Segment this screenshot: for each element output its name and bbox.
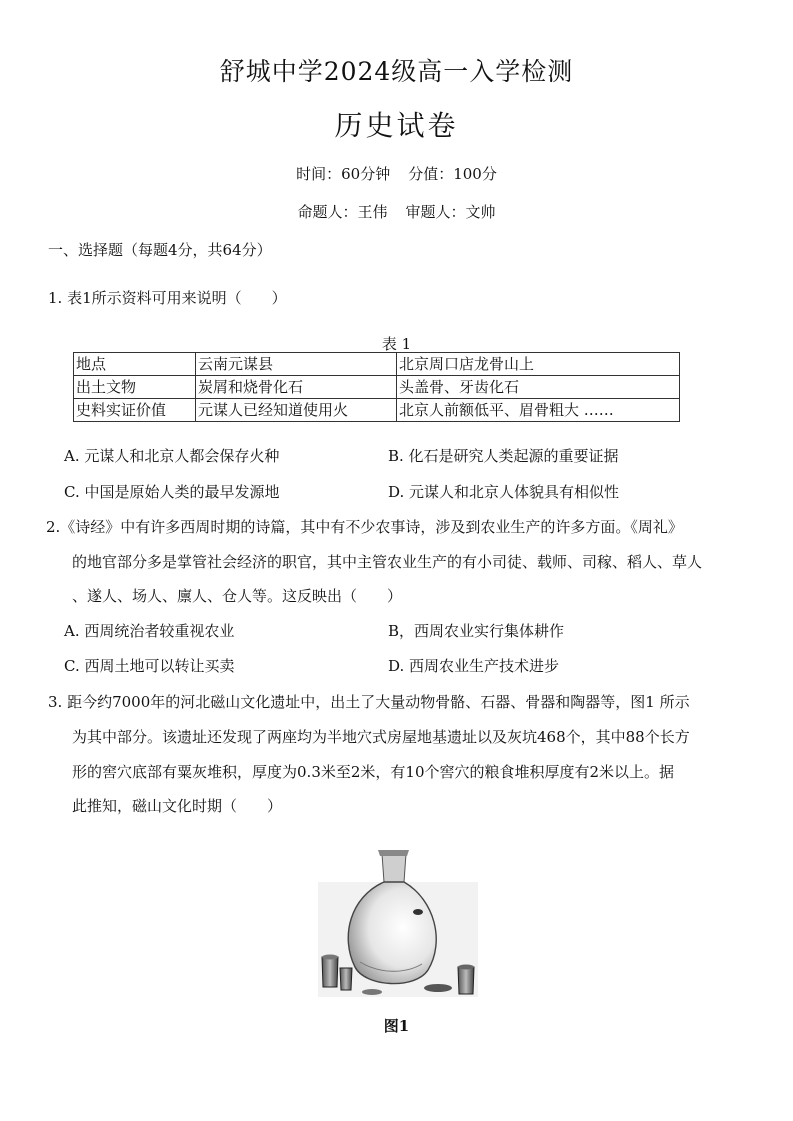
q1-option-c: C. 中国是原始人类的最早发源地 <box>64 483 280 501</box>
left-cup-small <box>340 968 352 990</box>
right-cup <box>458 967 474 994</box>
jar-neck <box>382 854 406 882</box>
q2-option-c: C. 西周土地可以转让买卖 <box>64 657 235 675</box>
front-dish <box>362 989 382 995</box>
exam-subject: 历史试卷 <box>334 109 459 142</box>
q2-line-3: 、遂人、场人、廪人、仓人等。这反映出（ ） <box>72 587 403 605</box>
table-cell: 地点 <box>74 353 196 376</box>
q2-option-a: A. 西周统治者较重视农业 <box>64 622 235 640</box>
q1-option-b: B. 化石是研究人类起源的重要证据 <box>388 447 619 465</box>
table-cell: 炭屑和烧骨化石 <box>196 376 397 399</box>
figure-caption: 图1 <box>383 1017 410 1035</box>
q2-option-b: B，西周农业实行集体耕作 <box>388 622 565 640</box>
q3-line-4: 此推知，磁山文化时期（ ） <box>72 797 283 815</box>
front-bowl <box>424 984 452 992</box>
jar-rim <box>378 850 409 856</box>
table-cell: 云南元谋县 <box>196 353 397 376</box>
exam-time-score <box>0 163 793 184</box>
q1-option-a: A. 元谋人和北京人都会保存火种 <box>64 447 280 465</box>
table-row <box>74 376 680 399</box>
exam-author: 命题人：王伟 <box>297 203 388 221</box>
exam-authors <box>0 201 793 222</box>
left-cup <box>322 957 338 987</box>
exam-score: 分值：100分 <box>408 165 497 183</box>
table-cell: 史料实证价值 <box>74 399 196 422</box>
table-row <box>74 353 680 376</box>
q1-stem: 1. 表1所示资料可用来说明（ ） <box>48 289 287 307</box>
table-cell: 北京周口店龙骨山上 <box>397 353 680 376</box>
jar-mark <box>413 909 423 915</box>
table-cell: 北京人前额低平、眉骨粗大 …… <box>397 399 680 422</box>
table-cell: 头盖骨、牙齿化石 <box>397 376 680 399</box>
q2-line-2: 的地官部分多是掌管社会经济的职官，其中主管农业生产的有小司徒、载师、司稼、稻人、草人 <box>72 553 703 571</box>
q2-line-1: 2.《诗经》中有许多西周时期的诗篇，其中有不少农事诗，涉及到农业生产的许多方面。《周礼》 <box>46 518 683 536</box>
table-row <box>74 399 680 422</box>
exam-title: 舒城中学2024级高一入学检测 <box>219 57 574 86</box>
q1-option-d: D. 元谋人和北京人体貌具有相似性 <box>388 483 620 501</box>
q1-table <box>73 352 680 422</box>
q2-option-d: D. 西周农业生产技术进步 <box>388 657 560 675</box>
q3-line-2: 为其中部分。该遗址还发现了两座均为半地穴式房屋地基遗址以及灰坑468个，其中88个长方 <box>72 728 690 746</box>
exam-time: 时间：60分钟 <box>296 165 391 183</box>
left-cup-rim <box>322 955 338 960</box>
exam-reviewer: 审题人：文帅 <box>405 203 496 221</box>
q3-line-3: 形的窖穴底部有粟灰堆积，厚度为0.3米至2米，有10个窖穴的粮食堆积厚度有2米以上。据 <box>72 763 675 781</box>
right-cup-rim <box>458 965 474 970</box>
q3-line-1: 3. 距今约7000年的河北磁山文化遗址中，出土了大量动物骨骼、石器、骨器和陶器等，图1 所示 <box>48 693 690 711</box>
table-cell: 元谋人已经知道使用火 <box>196 399 397 422</box>
q1-table-caption: 表 1 <box>381 335 412 353</box>
pottery-figure <box>310 842 485 1022</box>
section-title: 一、选择题（每题4分，共64分） <box>48 241 272 259</box>
table-cell: 出土文物 <box>74 376 196 399</box>
